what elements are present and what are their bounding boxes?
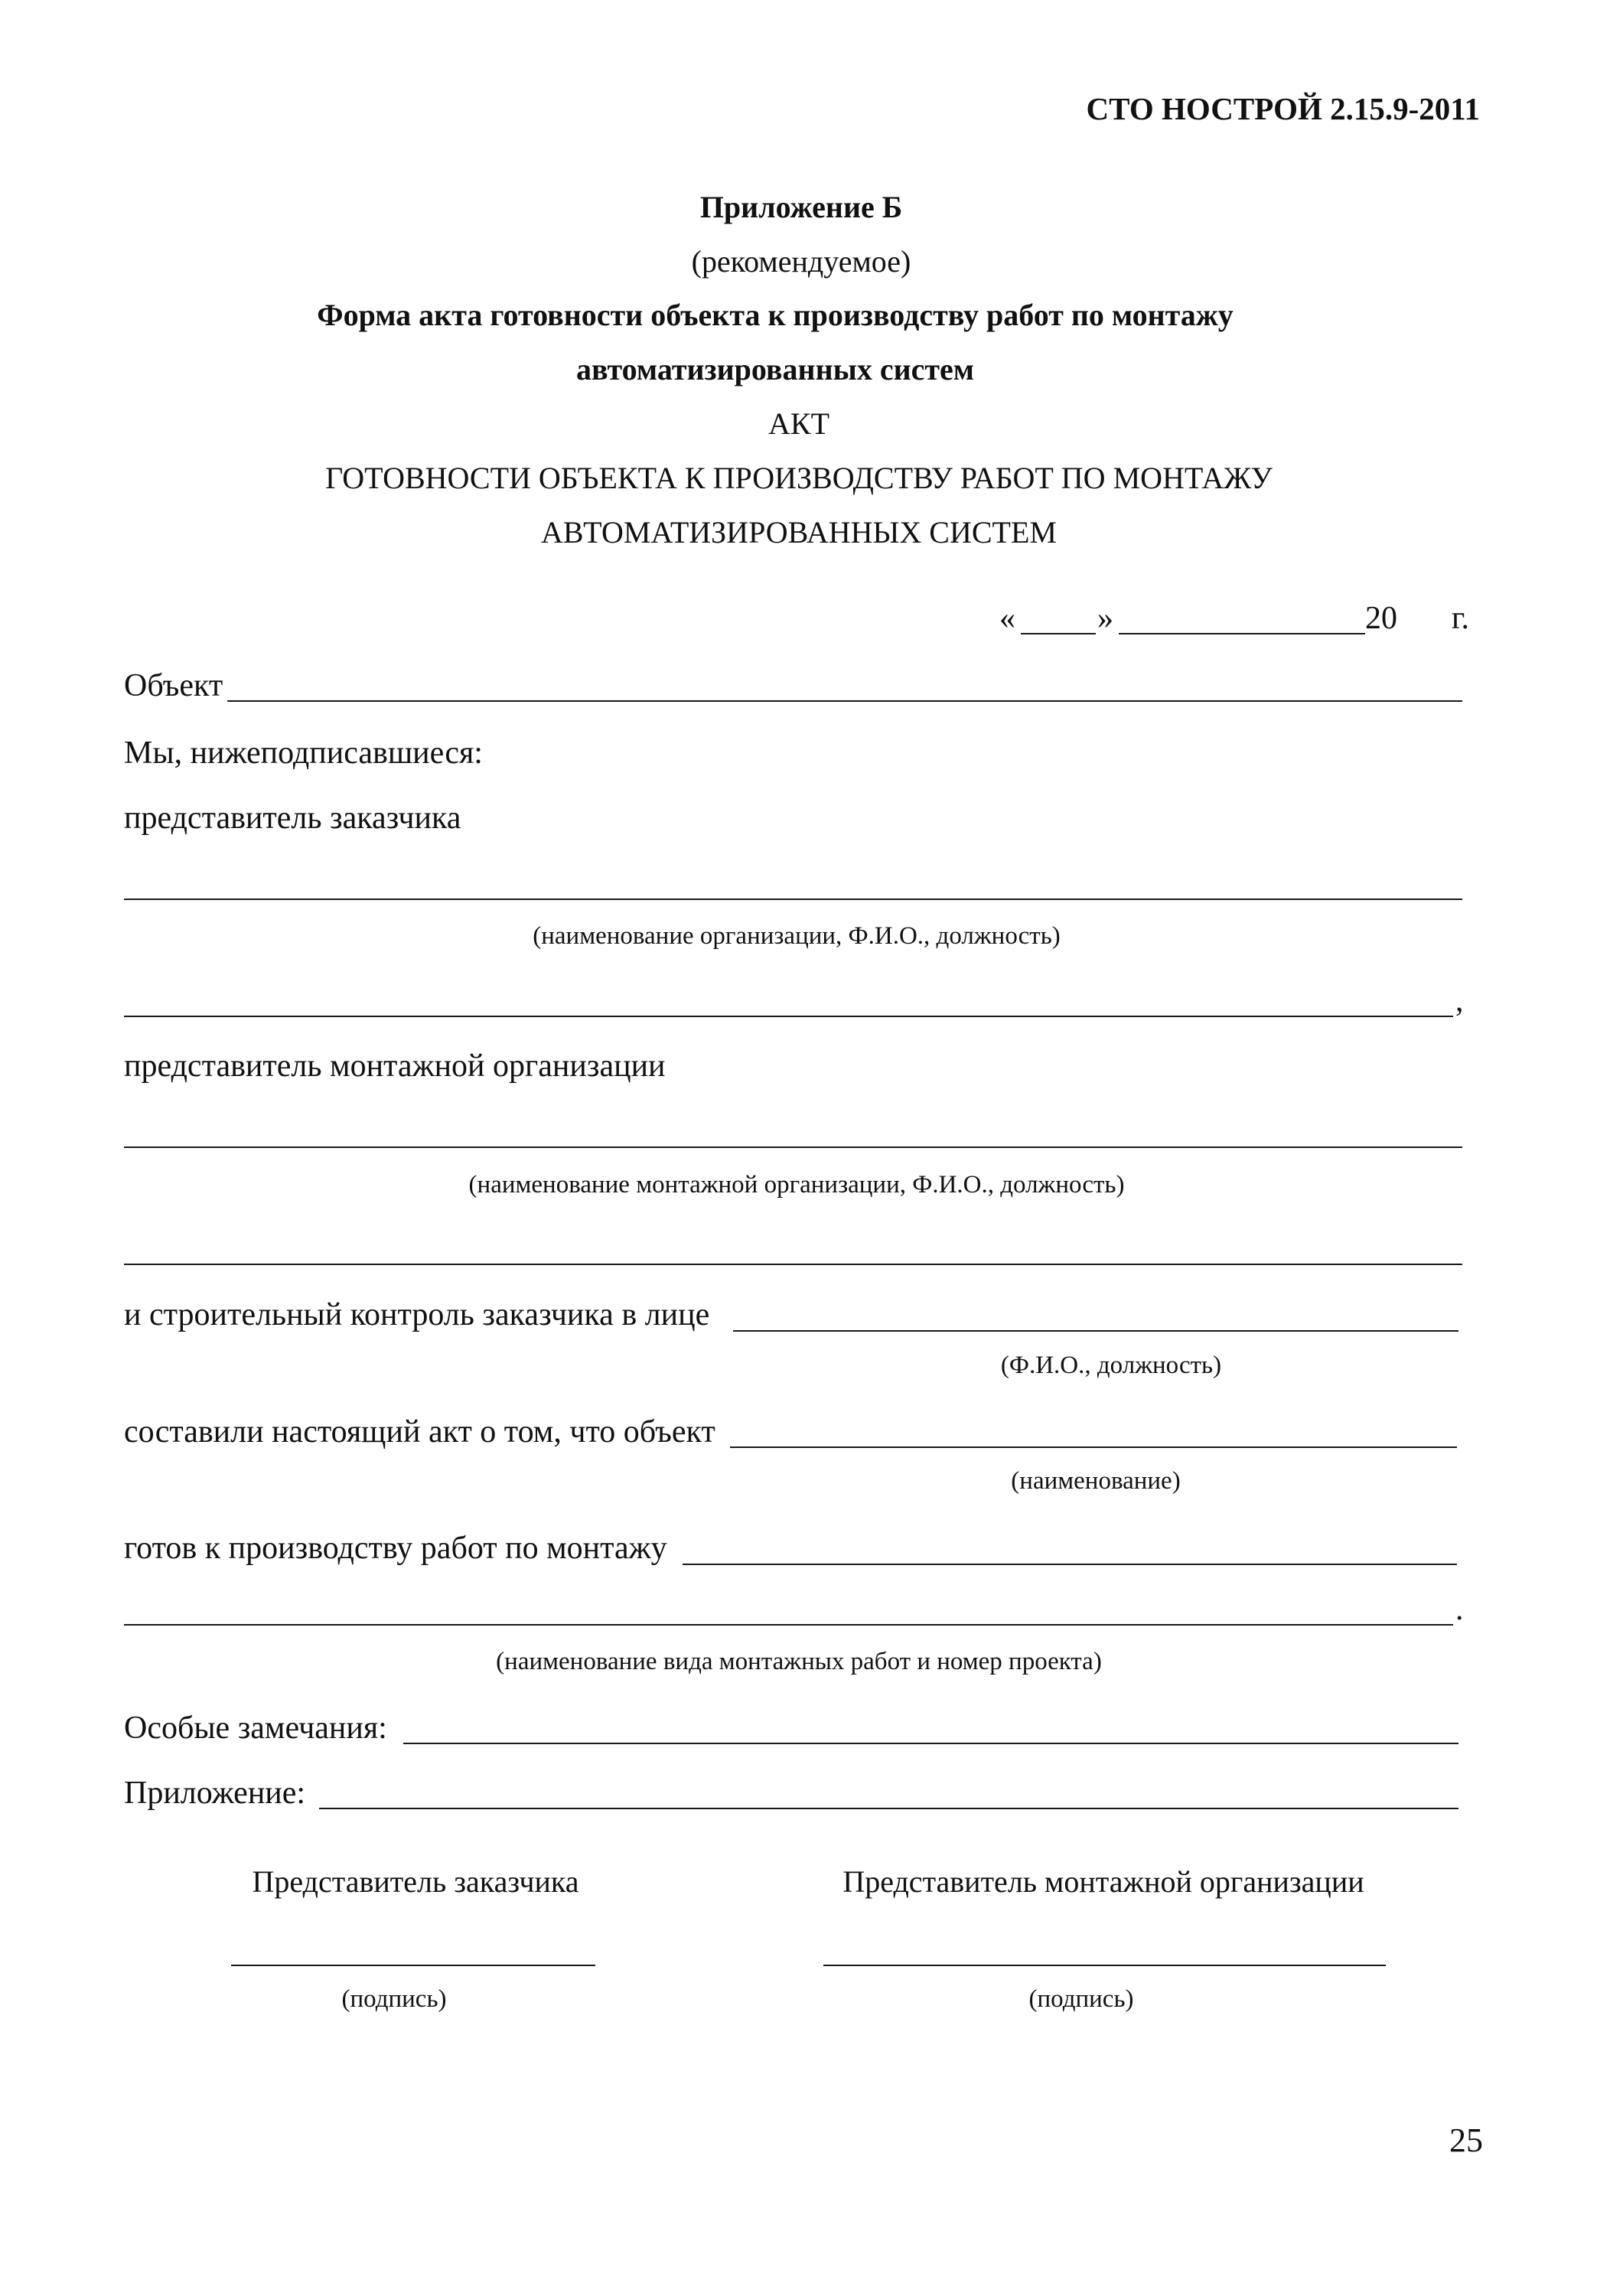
composed-caption: (наименование) [1011, 1467, 1181, 1495]
ready-period: . [1455, 1592, 1464, 1627]
composed-object-field[interactable] [730, 1446, 1457, 1448]
customer-signature-label: Представитель заказчика [252, 1864, 579, 1899]
date-year-suffix: г. [1452, 601, 1469, 636]
composed-label: составили настоящий акт о том, что объект [124, 1414, 715, 1450]
installer-signature-field[interactable] [823, 1965, 1386, 1966]
attachment-label: Приложение: [124, 1776, 306, 1811]
form-title-line-1: Форма акта готовности объекта к производству работ по монтажу [317, 298, 1234, 332]
ready-label: готов к производству работ по монтажу [124, 1531, 667, 1566]
date-day-field[interactable] [1021, 633, 1096, 634]
date-year-prefix: 20 [1365, 601, 1397, 636]
attachment-field[interactable] [319, 1808, 1458, 1809]
customer-rep-caption: (наименование организации, Ф.И.О., должность) [533, 922, 1061, 950]
control-label: и строительный контроль заказчика в лице [124, 1297, 710, 1332]
customer-signature-caption: (подпись) [341, 1985, 447, 2013]
page-number: 25 [1449, 2122, 1483, 2159]
installer-rep-field-1[interactable] [124, 1146, 1462, 1148]
signatories-intro: Мы, нижеподписавшиеся: [124, 735, 483, 771]
appendix-status: (рекомендуемое) [691, 244, 911, 279]
customer-rep-comma: , [1455, 983, 1464, 1019]
ready-caption: (наименование вида монтажных работ и номер проекта) [496, 1648, 1102, 1675]
customer-signature-field[interactable] [231, 1965, 595, 1966]
ready-work-field-1[interactable] [683, 1564, 1457, 1565]
date-close-quote: » [1097, 601, 1113, 636]
form-title-line-2: автоматизированных систем [575, 352, 975, 386]
customer-rep-field-2[interactable] [124, 1016, 1453, 1017]
act-title-line-1: ГОТОВНОСТИ ОБЪЕКТА К ПРОИЗВОДСТВУ РАБОТ ПО МОНТАЖУ [325, 461, 1273, 495]
customer-rep-field-1[interactable] [124, 899, 1462, 900]
date-month-field[interactable] [1119, 633, 1365, 634]
installer-signature-label: Представитель монтажной организации [842, 1864, 1364, 1899]
remarks-field[interactable] [403, 1743, 1458, 1744]
installer-rep-field-2[interactable] [124, 1264, 1462, 1265]
act-title-line-2: АВТОМАТИЗИРОВАННЫХ СИСТЕМ [541, 515, 1057, 550]
act-word: АКТ [768, 406, 829, 441]
control-field[interactable] [733, 1330, 1458, 1332]
control-caption: (Ф.И.О., должность) [1000, 1352, 1222, 1379]
object-field[interactable] [227, 700, 1462, 702]
object-label: Объект [124, 668, 223, 703]
remarks-label: Особые замечания: [124, 1711, 387, 1746]
document-code: СТО НОСТРОЙ 2.15.9-2011 [1086, 91, 1480, 126]
customer-rep-label: представитель заказчика [124, 801, 461, 836]
installer-signature-caption: (подпись) [1028, 1985, 1134, 2013]
date-open-quote: « [999, 601, 1015, 636]
ready-work-field-2[interactable] [124, 1624, 1453, 1626]
installer-rep-label: представитель монтажной организации [124, 1049, 666, 1084]
installer-rep-caption: (наименование монтажной организации, Ф.И.О., должность) [468, 1171, 1125, 1199]
appendix-title: Приложение Б [699, 190, 903, 224]
